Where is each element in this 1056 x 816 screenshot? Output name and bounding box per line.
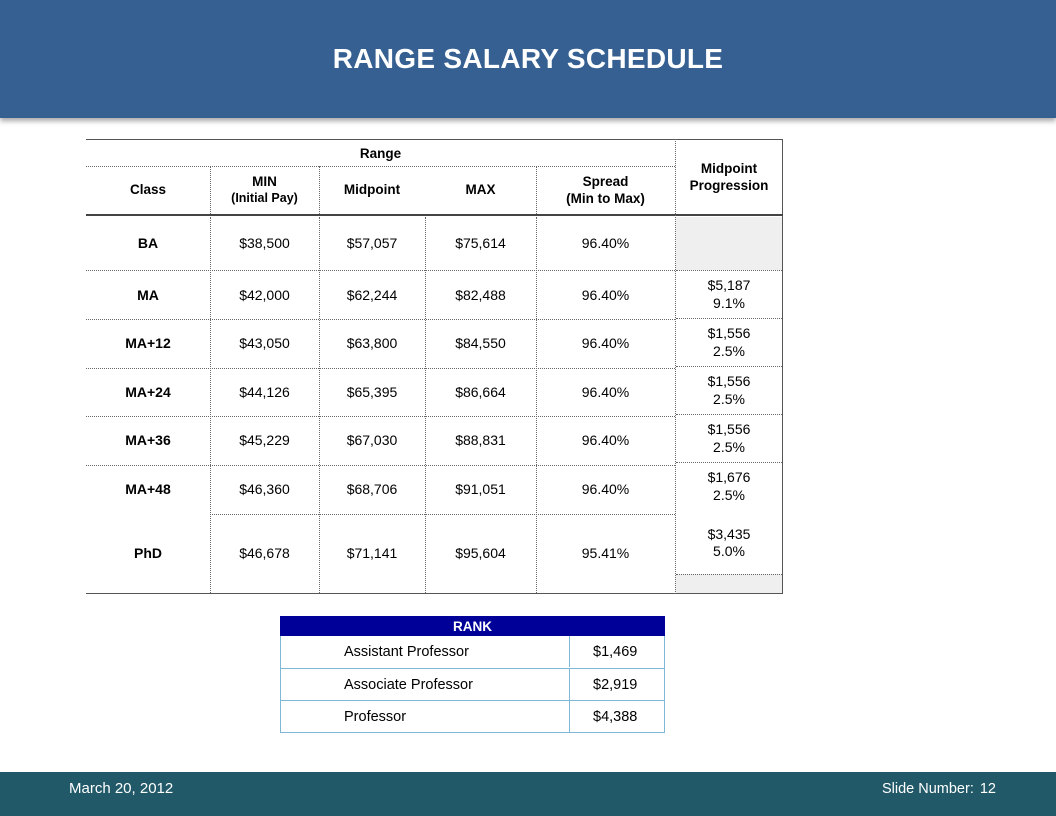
table-top-border <box>86 139 783 140</box>
slide-number <box>882 781 996 797</box>
row-max: $95,604 <box>455 545 506 562</box>
row-spread: 96.40% <box>581 286 630 303</box>
rank-table <box>280 616 665 733</box>
rank-name: Associate Professor <box>344 677 473 693</box>
range-group-header: Range <box>359 145 402 161</box>
title-banner <box>0 0 1056 118</box>
progression-amount: $1,556 <box>707 373 751 389</box>
row-midpoint: $65,395 <box>346 383 398 400</box>
table-bottom-border <box>86 593 783 594</box>
row-min: $45,229 <box>239 432 290 449</box>
row-class: MA+12 <box>125 335 171 352</box>
progression-header-sub: Progression <box>689 178 769 193</box>
progression-cell <box>676 367 782 414</box>
rank-value: $1,469 <box>593 644 638 660</box>
spread-header-sub: (Min to Max) <box>566 190 645 206</box>
progression-cell <box>676 415 782 462</box>
progression-amount: $1,556 <box>707 325 751 341</box>
rank-name: Assistant Professor <box>344 644 469 660</box>
progression-pct: 2.5% <box>713 390 745 407</box>
slide-number-value: 12 <box>979 781 996 797</box>
row-midpoint: $67,030 <box>346 432 398 449</box>
rank-title: RANK <box>280 616 665 636</box>
min-header <box>210 167 319 214</box>
row-class: MA+24 <box>125 383 171 400</box>
progression-cell <box>676 271 782 318</box>
row-min: $44,126 <box>239 383 290 400</box>
footer-date: March 20, 2012 <box>69 780 174 797</box>
spread-header-label: Spread <box>582 173 629 189</box>
rank-value: $4,388 <box>593 709 638 725</box>
row-min: $38,500 <box>239 235 290 252</box>
row-spread: 96.40% <box>581 335 630 352</box>
row-class: BA <box>137 235 159 252</box>
progression-amount: $3,435 <box>707 525 751 542</box>
progression-pct: 2.5% <box>713 342 745 359</box>
progression-amount: $1,556 <box>707 421 751 437</box>
row-midpoint: $63,800 <box>346 335 398 352</box>
row-midpoint: $57,057 <box>346 235 398 252</box>
footer-bar <box>0 772 1056 816</box>
rank-row <box>280 701 665 733</box>
row-spread: 96.40% <box>581 432 630 449</box>
row-spread: 96.40% <box>581 481 630 498</box>
progression-cell <box>676 515 782 571</box>
min-header-label: MIN <box>252 174 277 190</box>
row-max: $75,614 <box>455 235 506 252</box>
row-midpoint: $68,706 <box>346 481 398 498</box>
max-header: MAX <box>465 182 496 198</box>
min-header-sub: (Initial Pay) <box>231 191 298 206</box>
midpoint-header: Midpoint <box>343 182 401 198</box>
class-header: Class <box>129 182 167 198</box>
row-class: MA+48 <box>125 481 171 498</box>
progression-empty-cell <box>676 217 782 270</box>
row-max: $91,051 <box>455 481 506 498</box>
row-spread: 96.40% <box>581 383 630 400</box>
row-class: MA+36 <box>125 432 171 449</box>
row-max: $82,488 <box>455 286 506 303</box>
progression-pct: 2.5% <box>713 438 745 455</box>
spread-header <box>536 167 675 214</box>
progression-header-label: Midpoint <box>700 161 758 177</box>
row-midpoint: $62,244 <box>346 286 398 303</box>
progression-pct: 9.1% <box>713 294 745 311</box>
progression-pct: 2.5% <box>713 486 745 503</box>
table-right-border <box>782 139 783 594</box>
row-min: $46,360 <box>239 481 290 498</box>
row-spread: 95.41% <box>581 545 630 562</box>
slide-number-label: Slide Number: <box>881 781 974 797</box>
salary-schedule-table <box>86 139 783 594</box>
row-max: $84,550 <box>455 335 506 352</box>
row-max: $86,664 <box>455 383 506 400</box>
row-min: $46,678 <box>239 545 290 562</box>
row-spread: 96.40% <box>581 235 630 252</box>
row-min: $42,000 <box>239 286 290 303</box>
row-midpoint: $71,141 <box>346 545 398 562</box>
slide-title: RANGE SALARY SCHEDULE <box>332 43 724 74</box>
row-class: PhD <box>134 545 162 562</box>
row-max: $88,831 <box>455 432 506 449</box>
row-min: $43,050 <box>239 335 290 352</box>
rank-name: Professor <box>344 709 407 725</box>
rank-row <box>280 636 665 669</box>
rank-row <box>280 669 665 701</box>
progression-cell <box>676 463 782 510</box>
progression-amount: $5,187 <box>707 277 751 293</box>
progression-header <box>676 153 782 203</box>
row-class: MA <box>137 286 159 303</box>
progression-amount: $1,676 <box>707 469 751 485</box>
progression-empty-cell-bottom <box>676 574 782 593</box>
progression-pct: 5.0% <box>713 543 745 559</box>
progression-cell <box>676 319 782 366</box>
rank-value: $2,919 <box>593 677 638 693</box>
